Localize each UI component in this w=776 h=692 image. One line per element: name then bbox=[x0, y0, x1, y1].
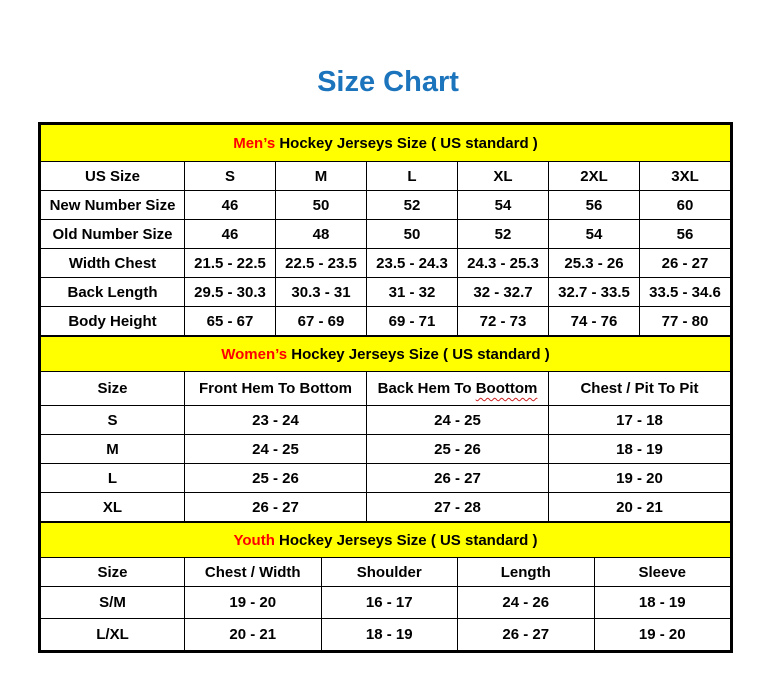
data-cell: 54 bbox=[549, 220, 640, 249]
column-header: Front Hem To Bottom bbox=[185, 372, 367, 406]
band-title-text: Hockey Jerseys Size ( US standard ) bbox=[274, 531, 538, 549]
section-band-row bbox=[41, 125, 731, 162]
data-cell: 32 - 32.7 bbox=[458, 278, 549, 307]
table-row bbox=[41, 220, 731, 249]
data-cell: 26 - 27 bbox=[367, 464, 549, 493]
band-highlight-word: Men’s bbox=[233, 134, 276, 152]
row-label: M bbox=[41, 435, 185, 464]
data-cell: 20 - 21 bbox=[549, 493, 731, 522]
data-cell: 20 - 21 bbox=[185, 619, 322, 651]
column-header: US Size bbox=[41, 162, 185, 191]
column-header: 2XL bbox=[549, 162, 640, 191]
table-row bbox=[41, 249, 731, 278]
section-band-title bbox=[41, 523, 731, 558]
data-cell: 19 - 20 bbox=[594, 619, 731, 651]
column-header-row bbox=[41, 558, 731, 587]
data-cell: 21.5 - 22.5 bbox=[185, 249, 276, 278]
table-row bbox=[41, 464, 731, 493]
column-header: Size bbox=[41, 372, 185, 406]
section-band-title bbox=[41, 337, 731, 372]
data-cell: 46 bbox=[185, 191, 276, 220]
table-row bbox=[41, 307, 731, 336]
data-cell: 23 - 24 bbox=[185, 406, 367, 435]
row-label: S bbox=[41, 406, 185, 435]
table-row bbox=[41, 278, 731, 307]
data-cell: 25 - 26 bbox=[367, 435, 549, 464]
data-cell: 24 - 25 bbox=[367, 406, 549, 435]
column-header-text: Back Hem To bbox=[377, 380, 476, 397]
data-cell: 26 - 27 bbox=[458, 619, 595, 651]
row-label: XL bbox=[41, 493, 185, 522]
column-header-row bbox=[41, 162, 731, 191]
data-cell: 30.3 - 31 bbox=[276, 278, 367, 307]
band-highlight-word: Women’s bbox=[221, 345, 288, 363]
data-cell: 52 bbox=[367, 191, 458, 220]
data-cell: 18 - 19 bbox=[594, 587, 731, 619]
row-label: S/M bbox=[41, 587, 185, 619]
column-header: Shoulder bbox=[321, 558, 458, 587]
data-cell: 24 - 26 bbox=[458, 587, 595, 619]
size-table-mens bbox=[40, 124, 731, 336]
band-title-text: Hockey Jerseys Size ( US standard ) bbox=[275, 134, 538, 152]
size-chart bbox=[38, 122, 733, 653]
data-cell: 33.5 - 34.6 bbox=[640, 278, 731, 307]
data-cell: 77 - 80 bbox=[640, 307, 731, 336]
size-table-womens bbox=[40, 336, 731, 522]
data-cell: 60 bbox=[640, 191, 731, 220]
data-cell: 25.3 - 26 bbox=[549, 249, 640, 278]
data-cell: 26 - 27 bbox=[640, 249, 731, 278]
misspelled-word: Boottom bbox=[475, 380, 538, 397]
section-band-title bbox=[41, 125, 731, 162]
data-cell: 54 bbox=[458, 191, 549, 220]
data-cell: 56 bbox=[640, 220, 731, 249]
section-band-row bbox=[41, 523, 731, 558]
data-cell: 24.3 - 25.3 bbox=[458, 249, 549, 278]
data-cell: 74 - 76 bbox=[549, 307, 640, 336]
data-cell: 72 - 73 bbox=[458, 307, 549, 336]
data-cell: 16 - 17 bbox=[321, 587, 458, 619]
row-label: Width Chest bbox=[41, 249, 185, 278]
column-header-row bbox=[41, 372, 731, 406]
column-header: Chest / Width bbox=[185, 558, 322, 587]
column-header: Size bbox=[41, 558, 185, 587]
data-cell: 65 - 67 bbox=[185, 307, 276, 336]
data-cell: 19 - 20 bbox=[185, 587, 322, 619]
data-cell: 29.5 - 30.3 bbox=[185, 278, 276, 307]
table-row bbox=[41, 493, 731, 522]
data-cell: 67 - 69 bbox=[276, 307, 367, 336]
column-header: Chest / Pit To Pit bbox=[549, 372, 731, 406]
row-label: Body Height bbox=[41, 307, 185, 336]
data-cell: 31 - 32 bbox=[367, 278, 458, 307]
column-header: 3XL bbox=[640, 162, 731, 191]
data-cell: 50 bbox=[276, 191, 367, 220]
band-highlight-word: Youth bbox=[233, 531, 275, 549]
data-cell: 69 - 71 bbox=[367, 307, 458, 336]
column-header: S bbox=[185, 162, 276, 191]
data-cell: 46 bbox=[185, 220, 276, 249]
table-row bbox=[41, 191, 731, 220]
column-header bbox=[367, 372, 549, 406]
data-cell: 26 - 27 bbox=[185, 493, 367, 522]
data-cell: 25 - 26 bbox=[185, 464, 367, 493]
row-label: Old Number Size bbox=[41, 220, 185, 249]
data-cell: 48 bbox=[276, 220, 367, 249]
data-cell: 18 - 19 bbox=[549, 435, 731, 464]
table-row bbox=[41, 406, 731, 435]
data-cell: 56 bbox=[549, 191, 640, 220]
column-header: Length bbox=[458, 558, 595, 587]
page-title: Size Chart bbox=[317, 66, 459, 98]
data-cell: 27 - 28 bbox=[367, 493, 549, 522]
row-label: New Number Size bbox=[41, 191, 185, 220]
column-header: M bbox=[276, 162, 367, 191]
data-cell: 24 - 25 bbox=[185, 435, 367, 464]
data-cell: 32.7 - 33.5 bbox=[549, 278, 640, 307]
data-cell: 52 bbox=[458, 220, 549, 249]
column-header: Sleeve bbox=[594, 558, 731, 587]
row-label: Back Length bbox=[41, 278, 185, 307]
data-cell: 23.5 - 24.3 bbox=[367, 249, 458, 278]
column-header: L bbox=[367, 162, 458, 191]
data-cell: 18 - 19 bbox=[321, 619, 458, 651]
data-cell: 19 - 20 bbox=[549, 464, 731, 493]
data-cell: 22.5 - 23.5 bbox=[276, 249, 367, 278]
table-row bbox=[41, 587, 731, 619]
column-header: XL bbox=[458, 162, 549, 191]
table-row bbox=[41, 435, 731, 464]
size-table-youth bbox=[40, 522, 731, 651]
section-band-row bbox=[41, 337, 731, 372]
data-cell: 50 bbox=[367, 220, 458, 249]
table-row bbox=[41, 619, 731, 651]
data-cell: 17 - 18 bbox=[549, 406, 731, 435]
row-label: L/XL bbox=[41, 619, 185, 651]
row-label: L bbox=[41, 464, 185, 493]
band-title-text: Hockey Jerseys Size ( US standard ) bbox=[287, 345, 550, 363]
